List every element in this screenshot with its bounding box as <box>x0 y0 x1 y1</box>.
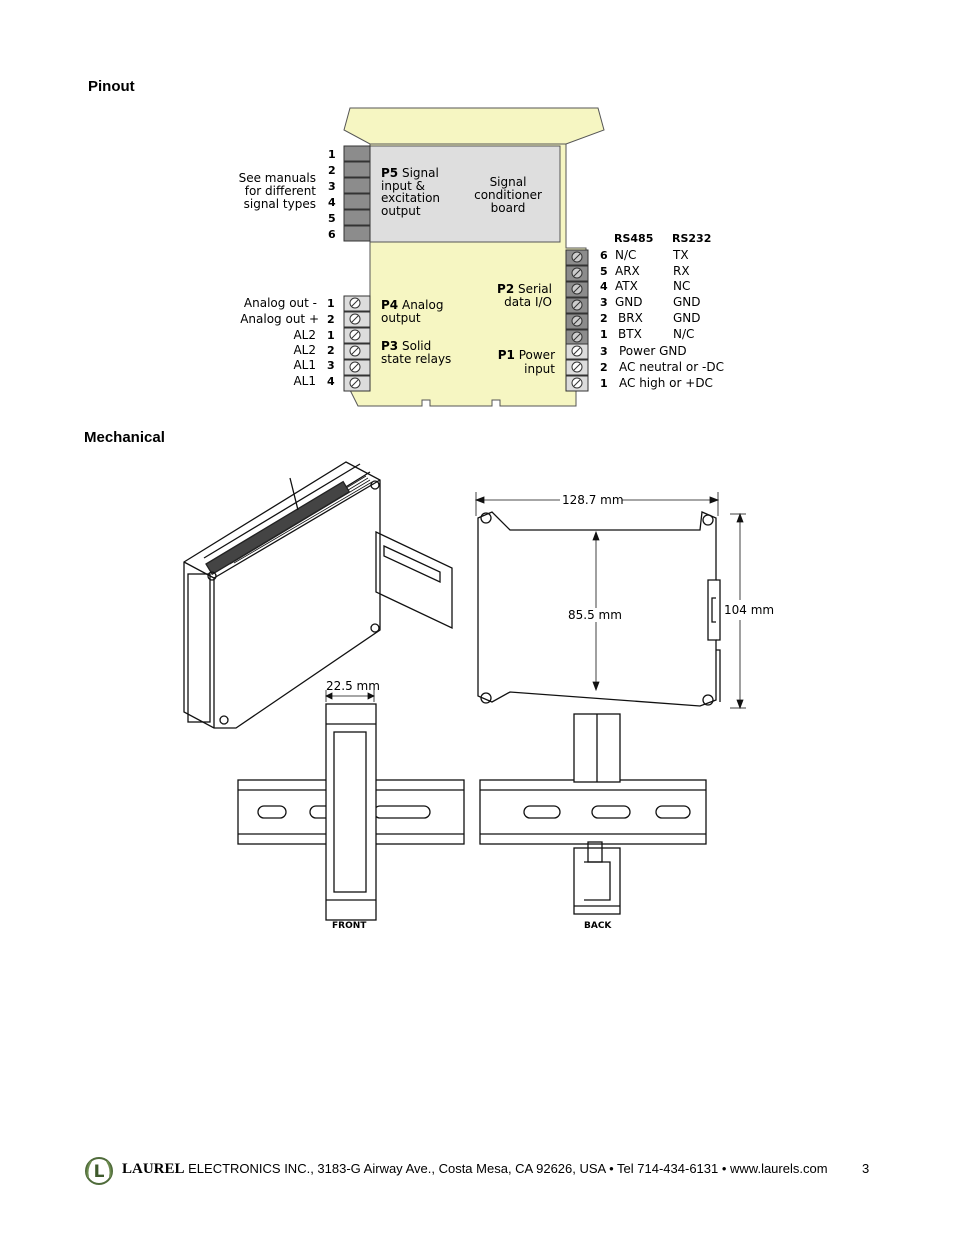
p2-rs485-3: GND <box>615 295 643 309</box>
p5-pin-3: 3 <box>328 180 336 193</box>
p3-pin-num-4: 4 <box>327 375 335 388</box>
svg-text:L: L <box>93 1162 105 1182</box>
p4-label-2: output <box>381 311 421 325</box>
p2-rs485-6: N/C <box>615 248 637 262</box>
laurel-logo-icon <box>82 1155 116 1189</box>
svg-text:P4 Analog <box>381 298 443 312</box>
pinout-diagram <box>230 100 750 420</box>
isometric-module <box>184 462 452 728</box>
p5-label-2: input & <box>381 179 426 193</box>
p2-rs485-4: ATX <box>615 279 638 293</box>
p2-rs485-2: BRX <box>618 311 643 325</box>
p2-label-2: data I/O <box>504 295 552 309</box>
p3-code: P3 <box>381 339 399 353</box>
p2-rs232-4: NC <box>673 279 691 293</box>
p3-pin-name-1: AL2 <box>293 328 316 342</box>
p3-pin-num-1: 1 <box>327 329 335 342</box>
board-label-3: board <box>490 201 526 215</box>
svg-text:P2 Serial <box>497 282 552 296</box>
p1-pin-num-1: 1 <box>600 377 608 390</box>
p5-pin-2: 2 <box>328 164 336 177</box>
dim-depth-label: 22.5 mm <box>326 679 380 693</box>
p3-pin-name-4: AL1 <box>293 374 316 388</box>
dim-height-label: 104 mm <box>724 603 775 617</box>
p5-pin-4: 4 <box>328 196 336 209</box>
back-view <box>480 714 706 914</box>
p4-label-1: Analog <box>401 298 444 312</box>
p2-pin-num-4: 4 <box>600 280 608 293</box>
housing-top-rail <box>344 108 604 144</box>
p3-pin-num-3: 3 <box>327 359 335 372</box>
p2-rs232-5: RX <box>673 264 690 278</box>
p5-code: P5 <box>381 166 399 180</box>
p2-rs485-1: BTX <box>618 327 642 341</box>
dim-inner-height-label: 85.5 mm <box>568 608 622 622</box>
rs485-header: RS485 <box>614 232 654 245</box>
pinout-heading: Pinout <box>88 78 135 95</box>
p5-label-3: excitation <box>381 191 441 205</box>
board-label-2: conditioner <box>474 188 542 202</box>
footer-company-info <box>122 1161 828 1178</box>
p2-rs485-5: ARX <box>615 264 640 278</box>
p4-code: P4 <box>381 298 399 312</box>
footer <box>82 1155 882 1191</box>
rs232-header: RS232 <box>672 232 712 245</box>
svg-text:P5 Signal <box>381 166 439 180</box>
page-number: 3 <box>862 1161 870 1176</box>
p5-terminals <box>344 146 370 241</box>
p2-pin-num-5: 5 <box>600 265 608 278</box>
p2-rs232-2: GND <box>673 311 701 325</box>
p2-rs232-1: N/C <box>673 327 695 341</box>
p1-pin-num-2: 2 <box>600 361 608 374</box>
p1-pin-num-3: 3 <box>600 345 608 358</box>
footer-brand: LAUREL <box>122 1161 185 1177</box>
p1-code: P1 <box>497 348 515 362</box>
p2-terminals <box>566 250 588 345</box>
p3-pin-name-2: AL2 <box>293 343 316 357</box>
back-label: BACK <box>584 921 612 931</box>
p2-code: P2 <box>497 282 515 296</box>
p3-label-2: state relays <box>381 352 452 366</box>
p5-pin-5: 5 <box>328 212 336 225</box>
front-label: FRONT <box>332 921 367 931</box>
footer-address: ELECTRONICS INC., 3183-G Airway Ave., Costa Mesa, CA 92626, USA • Tel 714-434-6131 • www.laurels.com <box>184 1161 828 1176</box>
p4-pin-name-1: Analog out - <box>243 296 317 310</box>
p2-pin-num-1: 1 <box>600 328 608 341</box>
p1-label-1: Power <box>518 348 555 362</box>
p4-pin-num-1: 1 <box>327 297 335 310</box>
p1-label-2: input <box>524 362 555 376</box>
p4-pin-name-2: Analog out + <box>240 312 319 326</box>
p5-side-label-1: See manuals <box>238 171 316 185</box>
p2-label-1: Serial <box>518 282 552 296</box>
svg-text:P3 Solid <box>381 339 431 353</box>
p2-pin-num-2: 2 <box>600 312 608 325</box>
mechanical-heading: Mechanical <box>84 429 165 446</box>
dimension-lines <box>326 492 746 708</box>
board-label-1: Signal <box>489 175 527 189</box>
p2-rs232-3: GND <box>673 295 701 309</box>
p1-pin-name-1: AC high or +DC <box>619 376 713 390</box>
p3-label-1: Solid <box>401 339 432 353</box>
p3-pin-name-3: AL1 <box>293 358 316 372</box>
svg-text:P1 Power <box>498 348 555 362</box>
mechanical-drawing <box>170 450 790 950</box>
p1-pin-name-3: Power GND <box>619 344 687 358</box>
p4-pin-num-2: 2 <box>327 313 335 326</box>
front-view <box>238 704 464 920</box>
p5-side-label-2: for different <box>244 184 316 198</box>
p1-pin-name-2: AC neutral or -DC <box>619 360 724 374</box>
p5-label-4: output <box>381 204 421 218</box>
p5-side-label-3: signal types <box>243 197 316 211</box>
p5-pin-1: 1 <box>328 148 336 161</box>
p5-label-1: Signal <box>401 166 439 180</box>
p2-rs232-6: TX <box>673 248 689 262</box>
p3-pin-num-2: 2 <box>327 344 335 357</box>
p1-terminals <box>566 344 588 391</box>
p4-p3-terminals <box>344 296 370 391</box>
p2-pin-num-3: 3 <box>600 296 608 309</box>
dim-width-label: 128.7 mm <box>562 493 624 507</box>
p5-pin-6: 6 <box>328 228 336 241</box>
p2-pin-num-6: 6 <box>600 249 608 262</box>
